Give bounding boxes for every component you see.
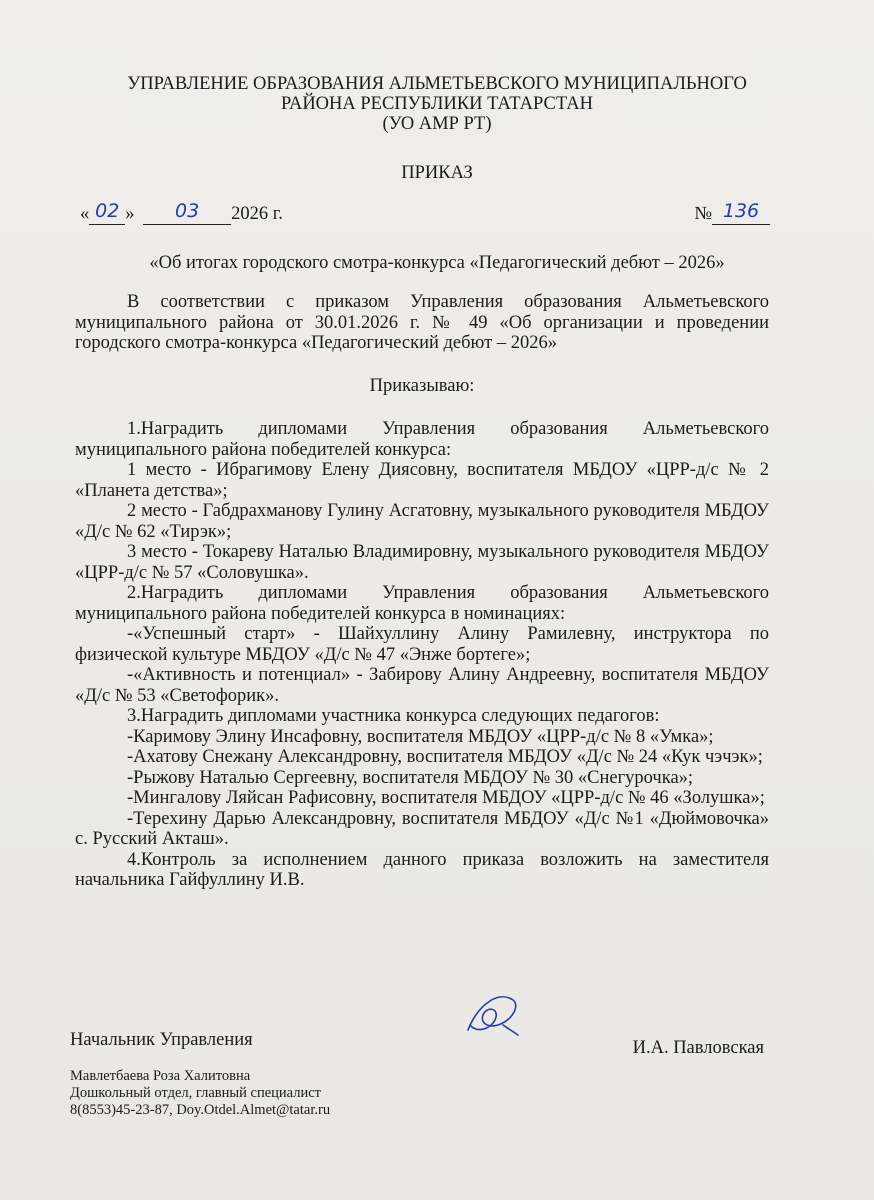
number-blank: [712, 200, 770, 225]
header-line-1: УПРАВЛЕНИЕ ОБРАЗОВАНИЯ АЛЬМЕТЬЕВСКОГО МУНИЦИПАЛЬНОГО: [127, 74, 747, 94]
item-3-participant-5: -Терехину Дарью Александровну, воспитателя МБДОУ «Д/с №1 «Дюймовочка» с. Русский Акташ».: [75, 808, 769, 849]
date-close-quote: »: [125, 204, 135, 224]
preamble-paragraph: В соответствии с приказом Управления образования Альметьевского муниципального района от 30.01.2026 г. № 49 «Об организации и проведении городского смотра-конкурса «Педагогический дебют – 2026»: [75, 292, 769, 353]
item-2: 2.Наградить дипломами Управления образования Альметьевского муниципального района победителей конкурса в номинациях:: [75, 583, 769, 624]
date-open-quote: «: [80, 204, 90, 224]
signature-row: [70, 1030, 764, 1058]
date-number-line: [80, 200, 770, 232]
organization-header: [0, 74, 874, 134]
executor-footer: [70, 1068, 330, 1119]
item-1-place-1: 1 место - Ибрагимову Елену Диясовну, воспитателя МБДОУ «ЦРР-д/с № 2 «Планета детства»;: [75, 460, 769, 501]
order-body: [75, 292, 769, 891]
number-label: №: [694, 204, 712, 224]
item-3-participant-2: -Ахатову Снежану Александровну, воспитателя МБДОУ «Д/с № 24 «Кук чэчэк»;: [127, 747, 763, 767]
executor-contacts: 8(8553)45-23-87, Doy.Otdel.Almet@tatar.ru: [70, 1102, 331, 1118]
signatory-name: И.А. Павловская: [632, 1038, 764, 1058]
date-month-blank: [143, 200, 231, 225]
item-4: 4.Контроль за исполнением данного приказа возложить на заместителя начальника Гайфуллину И.В.: [75, 849, 769, 890]
order-date: [80, 200, 283, 225]
item-1: 1.Наградить дипломами Управления образования Альметьевского муниципального района победителей конкурса:: [75, 419, 769, 460]
date-year: 2026 г.: [231, 204, 283, 224]
item-2-nomination-1: -«Успешный старт» - Шайхуллину Алину Рамилевну, инструктора по физической культуре МБДОУ «Д/с № 47 «Энже бортеге»;: [75, 624, 769, 665]
item-3-participant-3: -Рыжову Наталью Сергеевну, воспитателя МБДОУ № 30 «Снегурочка»;: [127, 767, 694, 788]
header-line-3: (УО АМР РТ): [382, 114, 492, 134]
date-day-handwritten: 02: [95, 200, 120, 222]
order-subject: «Об итогах городского смотра-конкурса «Педагогический дебют – 2026»: [149, 253, 725, 273]
header-line-2: РАЙОНА РЕСПУБЛИКИ ТАТАРСТАН: [281, 94, 593, 114]
signatory-position: Начальник Управления: [70, 1030, 253, 1050]
item-3-participant-1: -Каримову Элину Инсафовну, воспитателя МБДОУ «ЦРР-д/с № 8 «Умка»;: [127, 726, 714, 747]
item-3: 3.Наградить дипломами участника конкурса следующих педагогов:: [127, 706, 660, 726]
date-month-handwritten: 03: [175, 200, 200, 222]
order-word: Приказываю:: [369, 375, 475, 396]
date-day-blank: [89, 200, 125, 225]
item-1-place-3: 3 место - Токареву Наталью Владимировну, музыкального руководителя МБДОУ «ЦРР-д/с № 57 «Соловушка».: [75, 542, 769, 583]
executor-name: Мавлетбаева Роза Халитовна: [70, 1068, 251, 1084]
order-number: [694, 200, 770, 225]
item-2-nomination-2: -«Активность и потенциал» - Забирову Алину Андреевну, воспитателя МБДОУ «Д/с № 53 «Светофорик».: [75, 665, 769, 706]
order-number-handwritten: 136: [722, 200, 760, 222]
document-title: ПРИКАЗ: [401, 163, 473, 183]
item-1-place-2: 2 место - Габдрахманову Гулину Асгатовну, музыкального руководителя МБДОУ «Д/с № 62 «Тирэк»;: [75, 501, 769, 542]
executor-position: Дошкольный отдел, главный специалист: [70, 1085, 322, 1101]
item-3-participant-4: -Мингалову Ляйсан Рафисовну, воспитателя МБДОУ «ЦРР-д/с № 46 «Золушка»;: [127, 788, 765, 808]
